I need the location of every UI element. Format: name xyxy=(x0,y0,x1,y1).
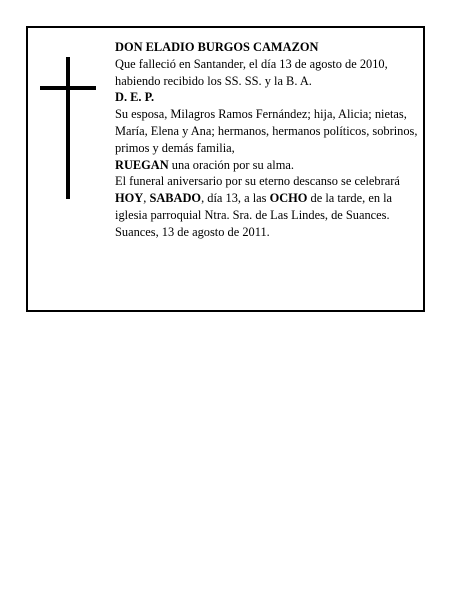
funeral-weekday: SABADO xyxy=(149,191,202,206)
cross-vertical-bar xyxy=(66,57,70,199)
request-verb: RUEGAN xyxy=(115,157,169,172)
funeral-details xyxy=(115,173,420,223)
obituary-notice xyxy=(26,26,425,312)
cross-horizontal-bar xyxy=(40,86,96,90)
place-date: Suances, 13 de agosto de 2011. xyxy=(115,224,270,239)
funeral-separator: , xyxy=(143,191,150,206)
family-list: Su esposa, Milagros Ramos Fernández; hija, Alicia; nietas, María, Elena y Ana; hermanos, hermanos políticos, sobrinos, primos y demás familia, xyxy=(115,107,418,155)
funeral-hour: OCHO xyxy=(269,191,308,206)
prayer-request xyxy=(115,157,420,174)
death-details: Que falleció en Santander, el día 13 de agosto de 2010, habiendo recibido los SS. SS. y la B. A. xyxy=(115,56,388,88)
rip-line: D. E. P. xyxy=(115,90,155,105)
notice-body xyxy=(115,39,420,241)
funeral-text-3: de la tarde, en la iglesia parroquial Ntra. Sra. de Las Lindes, de Suances. xyxy=(115,191,393,222)
funeral-text-2: , día 13, a las xyxy=(201,191,270,206)
funeral-text-1: El funeral aniversario por su eterno descanso se celebrará xyxy=(115,174,400,189)
deceased-name: DON ELADIO BURGOS CAMAZON xyxy=(115,40,319,54)
funeral-day: HOY xyxy=(115,191,144,206)
cross-icon xyxy=(40,57,96,199)
request-text: una oración por su alma. xyxy=(168,157,294,172)
